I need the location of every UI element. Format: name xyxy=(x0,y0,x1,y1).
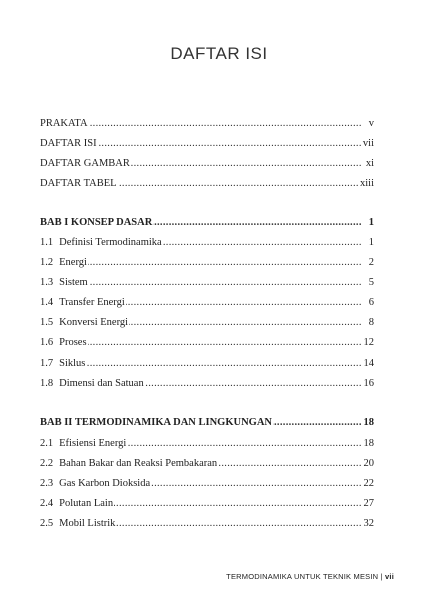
section-page: 32 xyxy=(363,518,374,529)
toc-entry-label: DAFTAR TABEL xyxy=(40,178,117,189)
section-page: 14 xyxy=(363,358,374,369)
section-number: 1.8 xyxy=(40,378,54,389)
toc-entry-label: PRAKATA xyxy=(40,118,88,129)
toc-chapter-page: 18 xyxy=(363,417,374,428)
toc-section-1-5[interactable] xyxy=(40,316,374,330)
section-label: Efisiensi Energi xyxy=(59,438,127,449)
toc-entry-page: vii xyxy=(362,138,374,149)
toc-section-1-2[interactable] xyxy=(40,256,374,270)
section-number: 1.3 xyxy=(40,277,54,288)
running-title: TERMODINAMIKA UNTUK TEKNIK MESIN xyxy=(226,572,379,581)
section-label: Mobil Listrik xyxy=(59,518,116,529)
section-page: 5 xyxy=(368,277,374,288)
toc-chapter-2[interactable] xyxy=(40,416,374,430)
toc-entry-daftar-isi[interactable] xyxy=(40,137,374,151)
section-number: 2.4 xyxy=(40,498,54,509)
section-page: 20 xyxy=(363,458,374,469)
toc-chapter-label: BAB II TERMODINAMIKA DAN LINGKUNGAN xyxy=(40,417,272,428)
section-label: Siklus xyxy=(59,358,86,369)
section-label: Dimensi dan Satuan xyxy=(59,378,144,389)
section-label: Energi xyxy=(59,257,87,268)
section-number: 2.5 xyxy=(40,518,54,529)
toc-chapter-page: 1 xyxy=(368,217,374,228)
toc-entry-label: DAFTAR ISI xyxy=(40,138,97,149)
dot-leader xyxy=(40,357,362,371)
section-number: 2.3 xyxy=(40,478,54,489)
section-number: 1.5 xyxy=(40,317,54,328)
section-number: 1.2 xyxy=(40,257,54,268)
section-page: 1 xyxy=(368,237,374,248)
section-page: 6 xyxy=(368,297,374,308)
toc-section-2-4[interactable] xyxy=(40,497,374,511)
section-label: Polutan Lain xyxy=(59,498,114,509)
toc-entry-prakata[interactable] xyxy=(40,117,374,131)
page-title: DAFTAR ISI xyxy=(170,44,268,63)
toc-section-1-7[interactable] xyxy=(40,357,374,371)
section-page: 2 xyxy=(368,257,374,268)
running-footer xyxy=(226,572,394,581)
section-page: 8 xyxy=(368,317,374,328)
section-label: Gas Karbon Dioksida xyxy=(59,478,151,489)
toc-section-1-6[interactable] xyxy=(40,336,374,350)
footer-page-number: vii xyxy=(385,572,394,581)
section-number: 2.2 xyxy=(40,458,54,469)
toc-entry-page: xiii xyxy=(359,178,374,189)
toc-section-1-3[interactable] xyxy=(40,276,374,290)
dot-leader xyxy=(40,336,362,350)
section-page: 16 xyxy=(363,378,374,389)
section-number: 1.6 xyxy=(40,337,54,348)
toc-section-1-4[interactable] xyxy=(40,296,374,310)
toc-entry-daftar-tabel[interactable] xyxy=(40,177,374,191)
toc-section-1-1[interactable] xyxy=(40,236,374,250)
section-label: Bahan Bakar dan Reaksi Pembakaran xyxy=(59,458,218,469)
toc-section-1-8[interactable] xyxy=(40,377,374,391)
section-label: Sistem xyxy=(59,277,88,288)
section-number: 1.4 xyxy=(40,297,54,308)
section-number: 1.7 xyxy=(40,358,54,369)
section-page: 18 xyxy=(363,438,374,449)
dot-leader xyxy=(40,256,362,270)
toc-entry-page: xi xyxy=(365,158,374,169)
section-number: 1.1 xyxy=(40,237,54,248)
toc-entry-page: v xyxy=(368,118,374,129)
toc-section-2-1[interactable] xyxy=(40,437,374,451)
section-label: Proses xyxy=(59,337,87,348)
toc-section-2-5[interactable] xyxy=(40,517,374,531)
toc-entry-label: DAFTAR GAMBAR xyxy=(40,158,130,169)
footer-separator: | xyxy=(380,572,383,581)
toc-chapter-1[interactable] xyxy=(40,216,374,230)
section-page: 22 xyxy=(363,478,374,489)
section-page: 12 xyxy=(363,337,374,348)
toc-entry-daftar-gambar[interactable] xyxy=(40,157,374,171)
section-label: Konversi Energi xyxy=(59,317,129,328)
section-page: 27 xyxy=(363,498,374,509)
section-number: 2.1 xyxy=(40,438,54,449)
section-label: Definisi Termodinamika xyxy=(59,237,162,248)
toc-section-2-2[interactable] xyxy=(40,457,374,471)
section-label: Transfer Energi xyxy=(59,297,125,308)
toc-chapter-label: BAB I KONSEP DASAR xyxy=(40,217,153,228)
toc-section-2-3[interactable] xyxy=(40,477,374,491)
